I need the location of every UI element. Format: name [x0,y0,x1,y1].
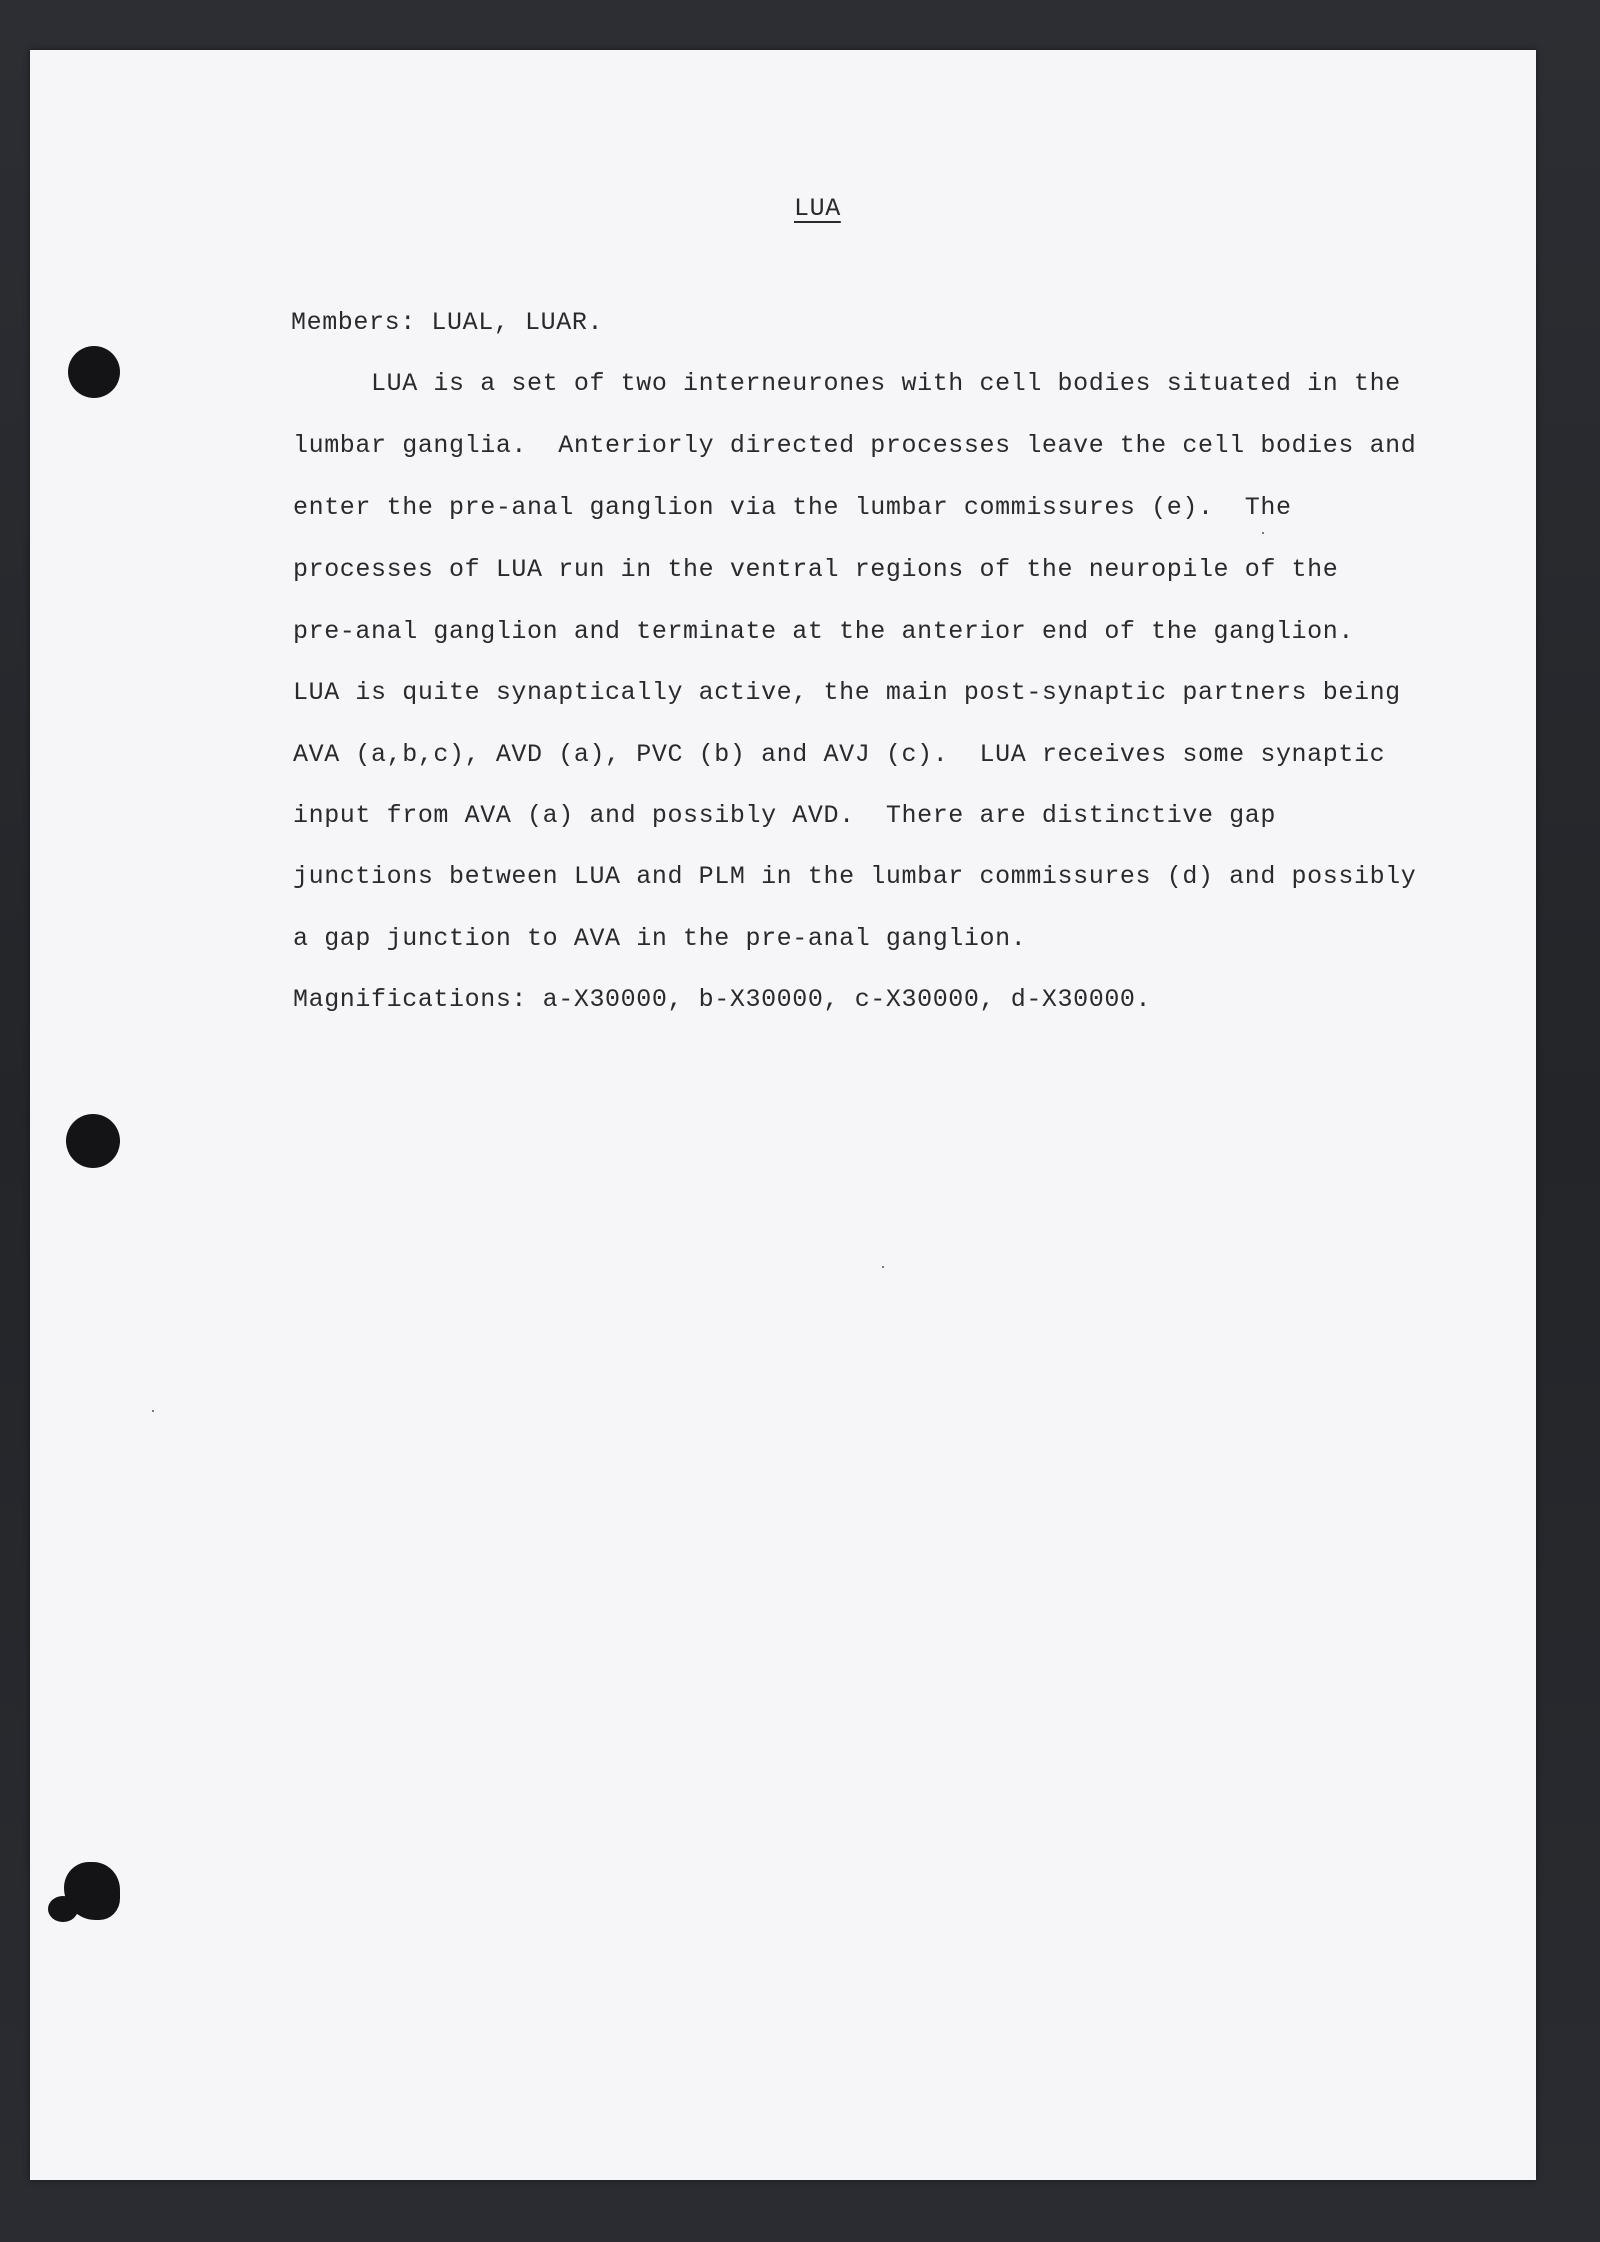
body-line-10: a gap junction to AVA in the pre-anal ganglion. [293,924,1027,953]
body-line-4: processes of LUA run in the ventral regions of the neuropile of the [293,555,1339,584]
body-line-3: enter the pre-anal ganglion via the lumbar commissures (e). The [293,493,1292,522]
body-line-7: AVA (a,b,c), AVD (a), PVC (b) and AVJ (c). LUA receives some synaptic [293,740,1386,769]
body-line-1: LUA is a set of two interneurones with cell bodies situated in the [293,369,1401,398]
punch-hole-top [68,346,120,398]
body-line-8: input from AVA (a) and possibly AVD. There are distinctive gap [293,801,1276,830]
body-line-5: pre-anal ganglion and terminate at the anterior end of the ganglion. [293,617,1354,646]
paper-speck [152,1410,154,1412]
punch-hole-middle [66,1114,120,1168]
paper-speck [1262,532,1264,534]
body-line-2: lumbar ganglia. Anteriorly directed processes leave the cell bodies and [293,431,1417,460]
document-title: LUA [794,194,841,223]
magnifications-line: Magnifications: a-X30000, b-X30000, c-X30000, d-X30000. [293,985,1152,1014]
paper-speck [882,1266,884,1268]
body-line-9: junctions between LUA and PLM in the lumbar commissures (d) and possibly [293,862,1417,891]
punch-hole-bottom-tear [48,1896,78,1922]
members-line: Members: LUAL, LUAR. [291,308,604,337]
body-line-6: LUA is quite synaptically active, the main post-synaptic partners being [293,678,1401,707]
